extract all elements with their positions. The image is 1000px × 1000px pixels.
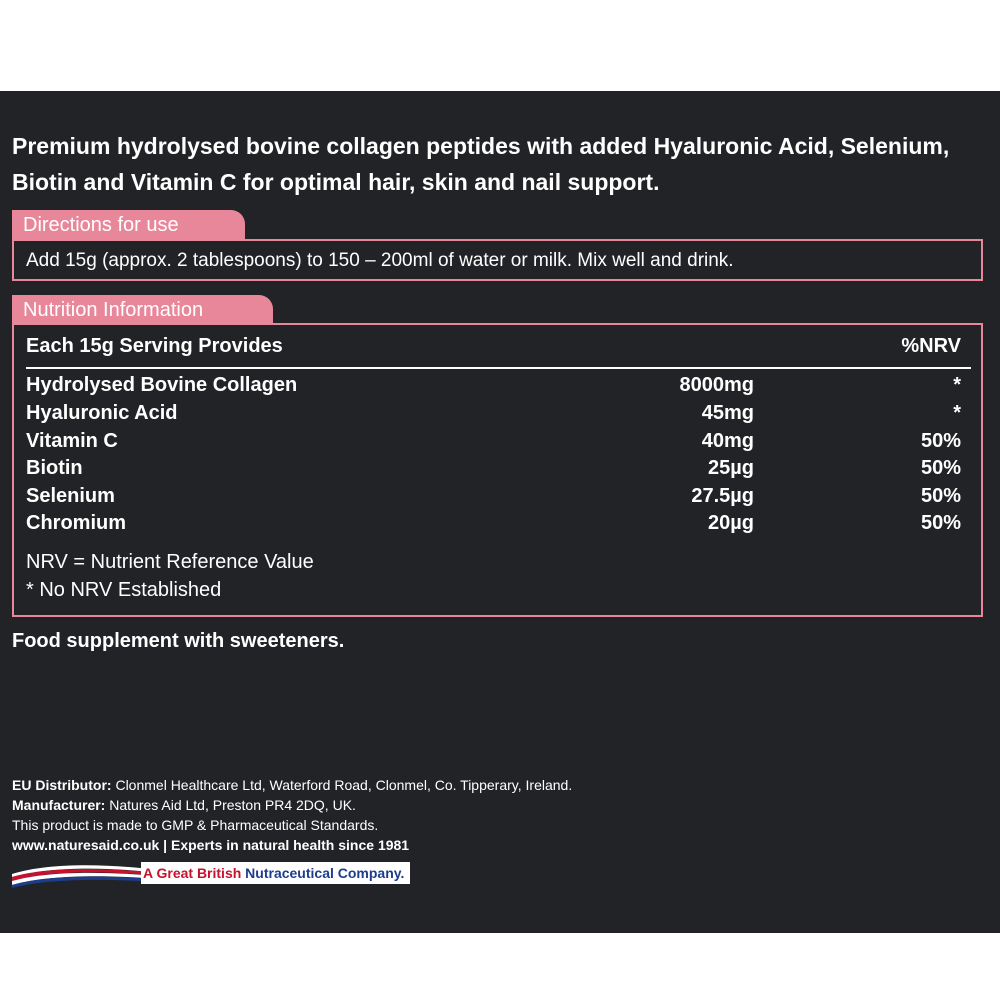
nutrient-amount: 8000mg [679, 374, 754, 396]
distributor-label: EU Distributor: [12, 777, 112, 793]
distributor-text: Clonmel Healthcare Ltd, Waterford Road, Clonmel, Co. Tipperary, Ireland. [111, 777, 573, 793]
nutrient-nrv: * [953, 402, 961, 424]
directions-box [12, 239, 983, 281]
nutrient-name: Vitamin C [26, 430, 118, 452]
no-nrv-note: * No NRV Established [26, 579, 222, 601]
distributor-line [12, 775, 572, 795]
manufacturer-line [12, 795, 356, 815]
nutrient-amount: 27.5µg [691, 485, 754, 507]
nutrient-name: Hyaluronic Acid [26, 402, 178, 424]
nutrient-amount: 45mg [701, 402, 754, 424]
nutrient-name: Selenium [26, 485, 115, 507]
website-line: www.naturesaid.co.uk | Experts in natural health since 1981 [12, 837, 410, 853]
nutrition-table [12, 323, 983, 617]
nutrient-amount: 40mg [701, 430, 754, 452]
table-row [26, 509, 961, 537]
intro-text: Premium hydrolysed bovine collagen peptides with added Hyaluronic Acid, Selenium, Biotin and Vitamin C for optimal hair, skin and nail support. [12, 133, 950, 195]
nutrient-nrv: 50% [920, 485, 961, 507]
union-flag-swoosh-icon [10, 860, 160, 890]
table-row [26, 371, 961, 399]
nutrition-header-row [26, 332, 961, 360]
nutrient-amount: 25µg [708, 457, 754, 479]
tagline-blue: Nutraceutical Company. [245, 865, 405, 881]
tagline-red: A Great British [143, 865, 246, 881]
directions-tab: Directions for use [12, 210, 245, 239]
nutrient-nrv: 50% [920, 457, 961, 479]
header-divider [26, 367, 971, 369]
table-row [26, 399, 961, 427]
table-row [26, 427, 961, 455]
standards-line: This product is made to GMP & Pharmaceutical Standards. [12, 817, 379, 833]
nutrient-nrv: 50% [920, 430, 961, 452]
nutrition-tab: Nutrition Information [12, 295, 273, 324]
manufacturer-text: Natures Aid Ltd, Preston PR4 2DQ, UK. [105, 797, 356, 813]
directions-text: Add 15g (approx. 2 tablespoons) to 150 – 200ml of water or milk. Mix well and drink. [26, 250, 734, 271]
manufacturer-label: Manufacturer: [12, 797, 106, 813]
food-supplement-note: Food supplement with sweeteners. [12, 630, 345, 652]
nutrient-name: Hydrolysed Bovine Collagen [26, 374, 298, 396]
nutrient-amount: 20µg [708, 512, 754, 534]
nutrient-name: Chromium [26, 512, 126, 534]
nutrient-nrv: * [953, 374, 961, 396]
brand-tagline [141, 862, 410, 884]
nrv-header: %NRV [901, 335, 961, 357]
nrv-definition: NRV = Nutrient Reference Value [26, 551, 314, 573]
table-row [26, 454, 961, 482]
serving-header: Each 15g Serving Provides [26, 335, 283, 357]
nutrient-name: Biotin [26, 457, 83, 479]
nutrient-nrv: 50% [920, 512, 961, 534]
table-row [26, 482, 961, 510]
